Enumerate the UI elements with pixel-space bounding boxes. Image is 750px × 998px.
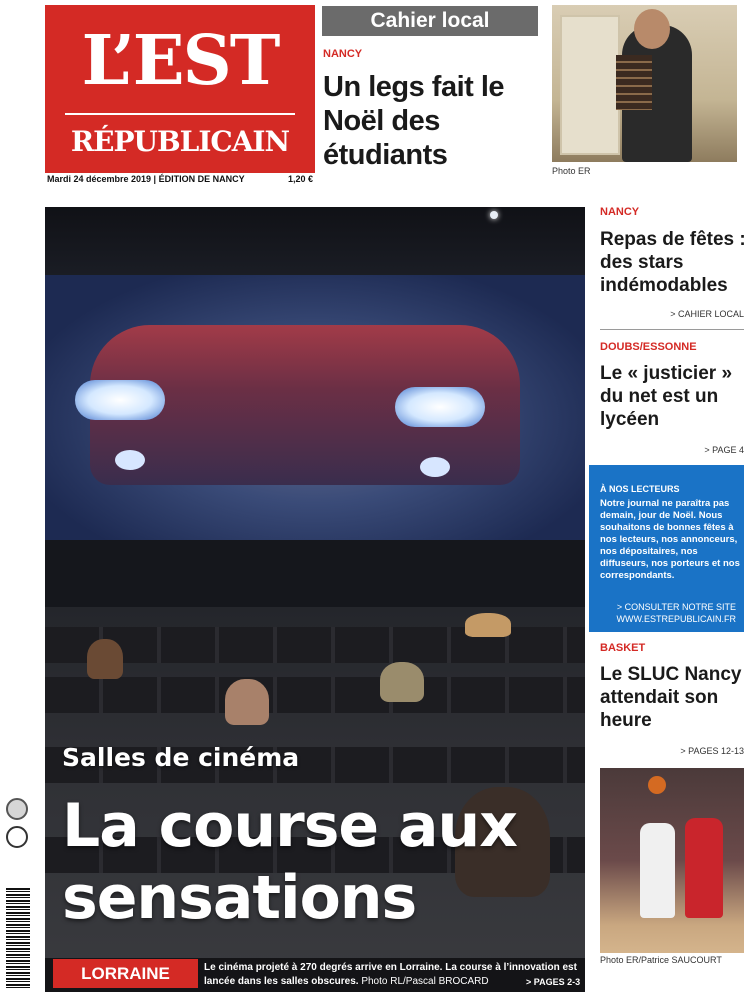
photo-glow-left bbox=[115, 450, 145, 470]
photo-player-red bbox=[685, 818, 723, 918]
story2-ref[interactable]: > PAGE 4 bbox=[704, 445, 744, 455]
local-photo-caption: Photo ER bbox=[552, 166, 591, 176]
story1-headline[interactable]: Repas de fêtes : des stars indémodables bbox=[600, 229, 746, 296]
photo-door bbox=[560, 15, 620, 155]
photo-viewer bbox=[225, 679, 269, 725]
photo-viewer bbox=[87, 639, 123, 679]
local-section-tab[interactable]: Cahier local bbox=[322, 6, 538, 36]
masthead-logo[interactable] bbox=[45, 5, 315, 173]
website-link-label[interactable]: > CONSULTER NOTRE SITE bbox=[616, 602, 736, 612]
story2-headline[interactable]: Le « justicier » du net est un lycéen bbox=[600, 363, 733, 430]
story1-tag: NANCY bbox=[600, 206, 640, 218]
photo-glow-right bbox=[420, 457, 450, 477]
main-story-summary-block bbox=[204, 961, 579, 989]
readers-notice-body: Notre journal ne paraîtra pas demain, jour de Noël. Nous souhaitons de bonnes fêtes à nos lecteurs, nos annonceurs, nos dépositaires, nos diffuseurs, nos porteurs et nos correspondants. bbox=[600, 498, 740, 581]
local-story-headline[interactable]: Un legs fait le Noël des étudiants bbox=[323, 71, 505, 171]
logo-divider bbox=[65, 113, 295, 115]
photo-basketball bbox=[648, 776, 666, 794]
story3-tag: BASKET bbox=[600, 642, 646, 654]
seal-icon bbox=[6, 798, 28, 820]
column-divider bbox=[600, 329, 744, 330]
local-story-tag: NANCY bbox=[323, 48, 363, 60]
photo-viewer bbox=[465, 613, 511, 637]
recycle-icon bbox=[6, 826, 28, 848]
photo-ceiling-light bbox=[490, 211, 498, 219]
photo-player-white bbox=[640, 823, 675, 918]
story3-headline[interactable]: Le SLUC Nancy attendait son heure bbox=[600, 664, 742, 731]
barcode-icon bbox=[6, 888, 30, 990]
dateline bbox=[45, 174, 315, 186]
story3-ref[interactable]: > PAGES 12-13 bbox=[680, 746, 744, 756]
photo-seat-row bbox=[45, 677, 585, 713]
main-photo-credit: Photo RL/Pascal BROCARD bbox=[361, 976, 489, 987]
main-story-headline[interactable]: La course aux sensations bbox=[62, 791, 517, 933]
photo-cinema-screen bbox=[45, 275, 585, 540]
logo-title-line2: RÉPUBLICAIN bbox=[70, 125, 290, 158]
main-story-summary: Le cinéma projeté à 270 degrés arrive en Lorraine. La course à l’innovation est lancée dans les salles obscures. bbox=[204, 962, 577, 987]
logo-title-line1: L’EST bbox=[81, 21, 279, 101]
story2-tag: DOUBS/ESSONNE bbox=[600, 341, 697, 353]
photo-books bbox=[616, 55, 652, 110]
website-link[interactable]: WWW.ESTREPUBLICAIN.FR bbox=[616, 614, 736, 624]
basket-photo-caption: Photo ER/Patrice SAUCOURT bbox=[600, 955, 722, 965]
basket-story-photo[interactable] bbox=[600, 768, 744, 953]
photo-headlight-right bbox=[395, 387, 485, 427]
photo-head bbox=[634, 9, 670, 49]
issue-date: Mardi 24 décembre 2019 | ÉDITION DE NANCY bbox=[47, 174, 245, 184]
photo-viewer bbox=[380, 662, 424, 702]
main-story-pages-ref[interactable]: > PAGES 2-3 bbox=[526, 977, 581, 987]
main-story-kicker: Salles de cinéma bbox=[62, 743, 300, 772]
story1-ref[interactable]: > CAHIER LOCAL bbox=[670, 309, 744, 319]
issue-price: 1,20 € bbox=[287, 174, 313, 184]
region-tag: LORRAINE bbox=[53, 959, 198, 988]
readers-notice-title: À NOS LECTEURS bbox=[600, 484, 680, 494]
local-story-photo[interactable] bbox=[552, 5, 737, 162]
readers-notice-box bbox=[589, 465, 744, 632]
photo-headlight-left bbox=[75, 380, 165, 420]
